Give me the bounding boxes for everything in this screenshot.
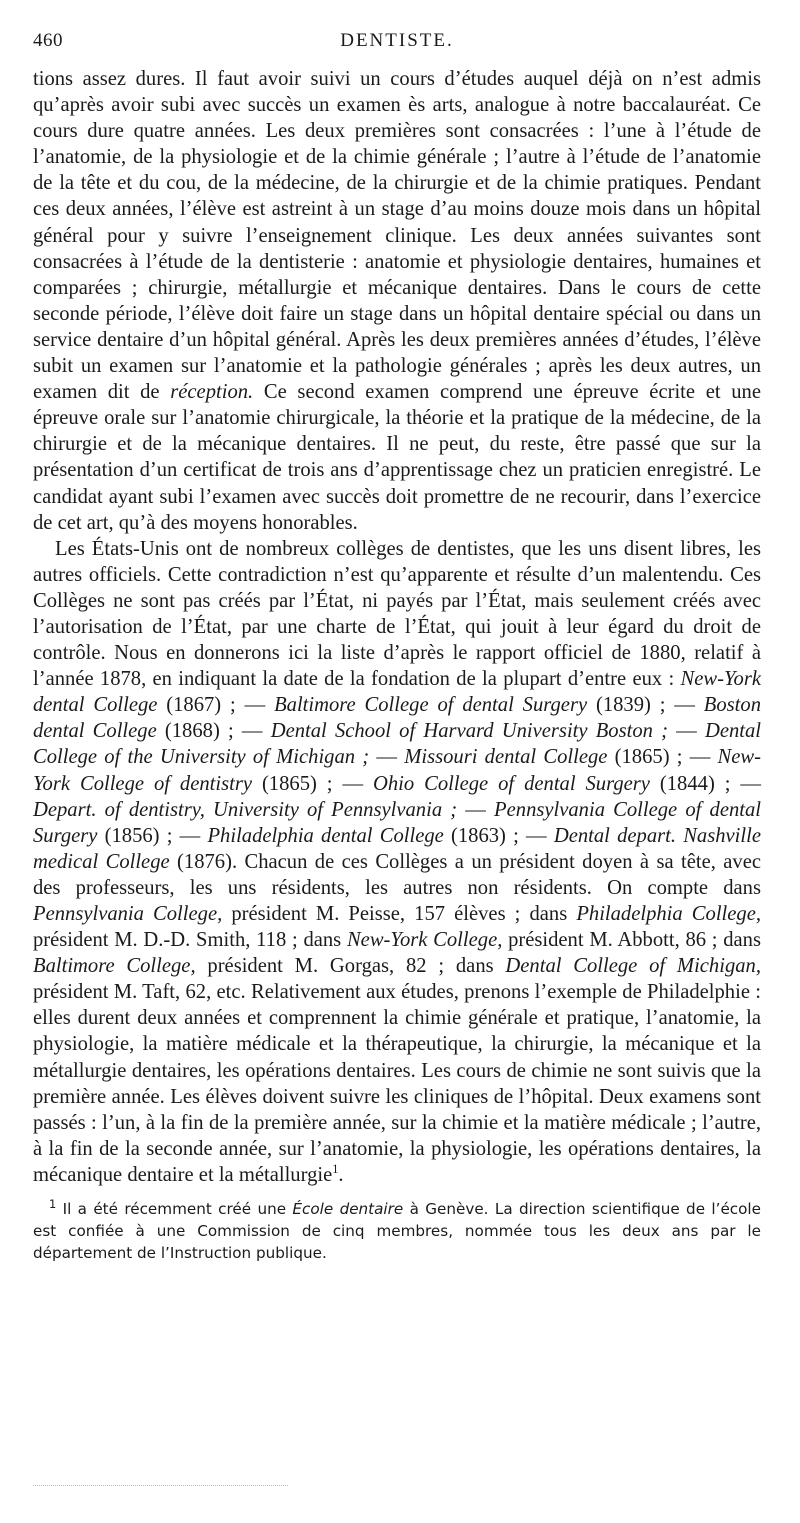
italic-run: New-York College of dentistry bbox=[33, 746, 762, 795]
text-run: — bbox=[667, 720, 705, 743]
text-run: . bbox=[338, 1163, 344, 1186]
text-run: (1863) ; — bbox=[443, 824, 554, 847]
text-run: Il a été récemment créé une bbox=[56, 1200, 293, 1219]
text-run: (1876). Chacun de ces Collèges a un président doyen à sa tête, avec des professeurs, les uns résidents, les autres non résidents. On compte dans bbox=[33, 850, 761, 899]
italic-run: Ohio College of dental Surgery bbox=[373, 772, 650, 795]
text-run: (1865) ; — bbox=[252, 772, 373, 795]
text-run: président M. Abbott, 86 ; dans bbox=[502, 929, 761, 952]
footnote-marker: 1 bbox=[332, 1162, 339, 1177]
italic-run: Pennsylvania College, bbox=[33, 903, 223, 925]
italic-run: réception. bbox=[170, 381, 254, 404]
italic-run: Dental College of Michigan, bbox=[505, 955, 761, 978]
italic-run: Dental School of Harvard University Boston ; bbox=[270, 720, 668, 743]
text-run: — bbox=[369, 746, 405, 769]
italic-run: Philadelphia dental College bbox=[207, 824, 444, 847]
scan-residue-line bbox=[33, 1485, 288, 1486]
text-run: (1865) ; — bbox=[607, 746, 718, 769]
italic-run: Missouri dental College bbox=[404, 746, 608, 769]
text-run: Ce second examen comprend une épreuve écrite et une épreuve orale sur l’anatomie chirurgicale, la théorie et la pratique de la médecine, de la chirurgie et de la mécanique dentaires. Il ne peut, du reste, être passé que sur la présentation d’un certificat de trois ans d’apprentissage chez un praticien enregistré. Le candidat ayant subi l’examen avec succès doit promettre de ne recourir, dans l’exercice de cet art, qu’à des moyens honorables. bbox=[33, 381, 761, 534]
italic-run: Dental College of the University of Michigan ; bbox=[33, 720, 762, 769]
page-header bbox=[33, 30, 761, 66]
text-run: (1856) ; — bbox=[97, 824, 208, 847]
italic-run: École dentaire bbox=[292, 1200, 404, 1219]
paragraph-us-colleges bbox=[33, 536, 761, 1188]
page-number: 460 bbox=[33, 30, 63, 51]
running-title: DENTISTE. bbox=[340, 30, 454, 51]
text-run: président M. Gorgas, 82 ; dans bbox=[195, 955, 506, 978]
text-run: tions assez dures. Il faut avoir suivi un cours d’études auquel déjà on n’est admis qu’après avoir subi avec succès un examen ès arts, analogue à notre baccalauréat. Ce cours dure quatre années. Les deux premières sont consacrées : l’une à l’étude de l’anatomie, de la physiologie et de la chimie générale ; l’autre à l’étude de l’anatomie de la tête et du cou, de la médecine, de la chirurgie et de la chimie pratiques. Pendant ces deux années, l’élève est astreint à un stage d’au moins douze mois dans un hôpital général pour y suivre l’enseignement clinique. Les deux années suivantes sont consacrées à l’étude de la dentisterie : anatomie et physiologie dentaires, humaines et comparées ; chirurgie, métallurgie et mécanique dentaires. Dans le cours de cette seconde période, l’élève doit faire un stage dans un hôpital dentaire spécial ou dans un service dentaire d’un hôpital général. Après les deux premières années d’études, l’élève subit un examen sur l’anatomie et la pathologie générales ; après les deux autres, un examen dit de bbox=[33, 68, 761, 404]
paragraph-continuation bbox=[33, 66, 761, 536]
text-run: à Genève. La direction scientifique de l’école est confiée à une Commission de cinq membres, nommée tous les deux ans par le département de l’Instruction publique. bbox=[33, 1200, 761, 1263]
italic-run: Baltimore College, bbox=[33, 955, 196, 978]
footnote-marker: 1 bbox=[49, 1196, 57, 1211]
italic-run: Philadelphia College, bbox=[576, 903, 761, 925]
italic-run: Depart. of dentistry, University of Pennsylvania ; bbox=[33, 798, 458, 821]
text-run: président M. D.-D. Smith, 118 ; dans bbox=[33, 929, 347, 952]
footnote bbox=[33, 1198, 761, 1264]
italic-run: New-York College, bbox=[346, 929, 503, 952]
italic-run: Boston dental College bbox=[33, 694, 761, 743]
text-run: (1868) ; — bbox=[156, 720, 271, 743]
book-page bbox=[33, 30, 761, 1264]
main-text bbox=[33, 66, 761, 1188]
italic-run: New-York dental College bbox=[33, 668, 761, 717]
text-run: Les États-Unis ont de nombreux collèges de dentistes, que les uns disent libres, les autres officiels. Cette contradiction n’est qu’apparente et résulte d’un malentendu. Ces Collèges ne sont pas créés par l’État, ni payés par l’État, mais seulement créés avec l’autorisation de l’État, par une charte de l’État, qui jouit à leur égard du droit de contrôle. Nous en donnerons ici la liste d’après le rapport officiel de 1880, relatif à l’année 1878, en indiquant la date de la fondation de la plupart d’entre eux : bbox=[33, 537, 761, 691]
italic-run: Dental depart. Nashville medical College bbox=[33, 824, 761, 873]
text-run: président M. Taft, 62, etc. Relativement aux études, prenons l’exemple de Philadelphie : elles durent deux années et comprennent la chimie générale et pratique, l’anatomie, la physiologie, la matière médicale et la thérapeutique, la chirurgie, la mécanique et la métallurgie dentaires, les opérations dentaires. Les cours de chimie ne sont suivis que la première année. Les élèves doivent suivre les cliniques de l’hôpital. Deux examens sont passés : l’un, à la fin de la première année, sur la chimie et la matière médicale ; l’autre, à la fin de la seconde année, sur l’anatomie, la physiologie, les opérations dentaires, la mécanique dentaire et la métallurgie bbox=[33, 981, 761, 1186]
text-run: (1867) ; — bbox=[157, 694, 275, 717]
text-run: président M. Peisse, 157 élèves ; dans bbox=[222, 903, 577, 925]
italic-run: Pennsylvania College of dental Surgery bbox=[33, 798, 762, 847]
text-run: — bbox=[457, 798, 495, 821]
italic-run: Baltimore College of dental Surgery bbox=[274, 694, 588, 717]
text-run: (1844) ; — bbox=[649, 772, 762, 795]
text-run: (1839) ; — bbox=[587, 694, 704, 717]
